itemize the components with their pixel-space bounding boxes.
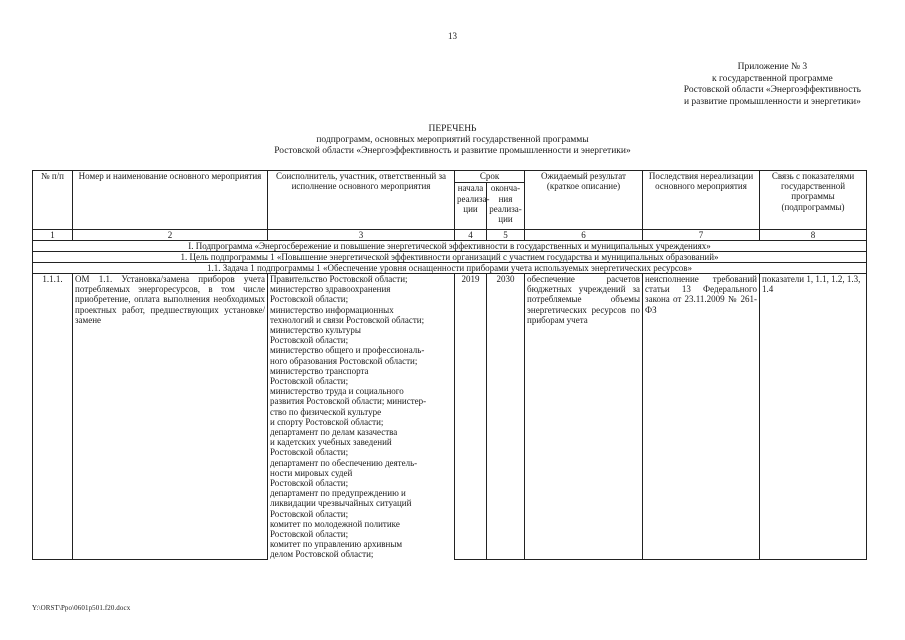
header-result: Ожидаемый результат (краткое описание): [525, 171, 643, 230]
section-row-subprogram: [33, 241, 867, 252]
expected-result: обеспечение расчетов бюджетных учреждений за потребляемые объемы энергетических ресурсов по приборам учета: [525, 274, 643, 560]
executor-line: министерство культуры: [270, 325, 361, 336]
header-end: окончания реализации: [487, 183, 525, 230]
executor-line: Ростовской области;: [270, 376, 349, 387]
row-number: 1.1.1.: [33, 274, 73, 560]
header-start: начала реализации: [455, 183, 487, 230]
header-name: Номер и наименование основного мероприятия: [73, 171, 268, 230]
executor-line: развития Ростовской области; министер-: [270, 396, 427, 407]
start-year: 2019: [455, 274, 487, 560]
executor-line: департамент по предупреждению и: [270, 488, 406, 499]
indicator-link: показатели 1, 1.1, 1.2, 1.3, 1.4: [760, 274, 867, 560]
executor-line: ности мировых судей: [270, 467, 353, 478]
executor-line: комитет по молодежной политике: [270, 518, 400, 529]
executor-line: министерство общего и профессиональ-: [270, 345, 425, 356]
executor-line: и кадетских учебных заведений: [270, 437, 392, 448]
executor-line: министерство информационных: [270, 304, 394, 315]
header-row: [33, 171, 867, 183]
executor-line: и спорту Ростовской области;: [270, 416, 384, 427]
column-number: 3: [268, 230, 455, 241]
executor-line: Ростовской области;: [270, 478, 349, 489]
title-heading: ПЕРЕЧЕНЬ: [428, 124, 477, 134]
executor-line: технологий и связи Ростовской области;: [270, 314, 425, 325]
column-number: 6: [525, 230, 643, 241]
executor-line: департамент по обеспечению деятель-: [270, 457, 418, 468]
footer-file-path: Y:\ORST\Ppo\0601p501.f20.docx: [32, 604, 131, 612]
measures-table: [32, 170, 867, 560]
measure-name: ОМ 1.1. Установка/замена приборов учета потребляемых энергоресурсов, в том числе приобретение, оплата выполнения необходимых проектных работ, предшествующих установке/замене: [73, 274, 268, 560]
section-row-task: [33, 263, 867, 274]
goal-heading: 1. Цель подпрограммы 1 «Повышение энергетической эффективности организаций с участием государства и муниципальных образований»: [33, 252, 867, 263]
column-number: 8: [760, 230, 867, 241]
document-title: [0, 124, 905, 157]
executor-line: делом Ростовской области;: [270, 549, 374, 560]
executor-line: министерство здравоохранения: [270, 284, 391, 295]
header-number: № п/п: [33, 171, 73, 230]
appendix-line: Ростовской области «Энергоэффективность: [683, 85, 861, 95]
title-line: подпрограмм, основных мероприятий государственной программы: [316, 135, 589, 145]
title-line: Ростовской области «Энергоэффективность и развитие промышленности и энергетики»: [274, 146, 631, 156]
column-number: 1: [33, 230, 73, 241]
executor-line: министерство труда и социального: [270, 386, 404, 397]
page-number: 13: [448, 31, 457, 41]
executor-line: Ростовской области;: [270, 508, 349, 519]
executor-line: Ростовской области;: [270, 294, 349, 305]
executor-line: ликвидации чрезвычайных ситуаций: [270, 498, 412, 509]
section-row-goal: [33, 252, 867, 263]
column-number: 4: [455, 230, 487, 241]
header-term: Срок: [455, 171, 525, 183]
executor-line: Ростовской области;: [270, 335, 349, 346]
column-numbers-row: [33, 230, 867, 241]
executor-line: Ростовской области;: [270, 529, 349, 540]
header-indicators: Связь с показателями государственной программы (подпрограммы): [760, 171, 867, 230]
subprogram-heading: I. Подпрограмма «Энергосбережение и повышение энергетической эффективности в государственных и муниципальных учреждениях»: [33, 241, 867, 252]
header-consequence: Последствия нереализации основного мероприятия: [643, 171, 760, 230]
table-row: [33, 274, 867, 560]
end-year: 2030: [487, 274, 525, 560]
non-implementation-consequence: неисполнение требований статьи 13 Федерального закона от 23.11.2009 № 261-ФЗ: [643, 274, 760, 560]
appendix-block: [684, 62, 861, 108]
appendix-line: Приложение № 3: [737, 62, 808, 72]
task-heading: 1.1. Задача 1 подпрограммы 1 «Обеспечение уровня оснащенности приборами учета используемых энергетических ресурсов»: [33, 263, 867, 274]
executors-cell: [268, 274, 455, 560]
header-executor: Соисполнитель, участник, ответственный за исполнение основного мероприятия: [268, 171, 455, 230]
column-number: 2: [73, 230, 268, 241]
executor-line: министерство транспорта: [270, 365, 369, 376]
executor-line: ного образования Ростовской области;: [270, 355, 418, 366]
executor-line: Правительство Ростовской области;: [270, 274, 408, 284]
executor-line: комитет по управлению архивным: [270, 539, 403, 550]
executor-line: департамент по делам казачества: [270, 427, 398, 438]
column-number: 5: [487, 230, 525, 241]
column-number: 7: [643, 230, 760, 241]
executor-line: ство по физической культуре: [270, 406, 382, 417]
executor-line: Ростовской области;: [270, 447, 349, 458]
appendix-line: и развитие промышленности и энергетики»: [683, 96, 861, 107]
appendix-line: к государственной программе: [712, 73, 833, 84]
